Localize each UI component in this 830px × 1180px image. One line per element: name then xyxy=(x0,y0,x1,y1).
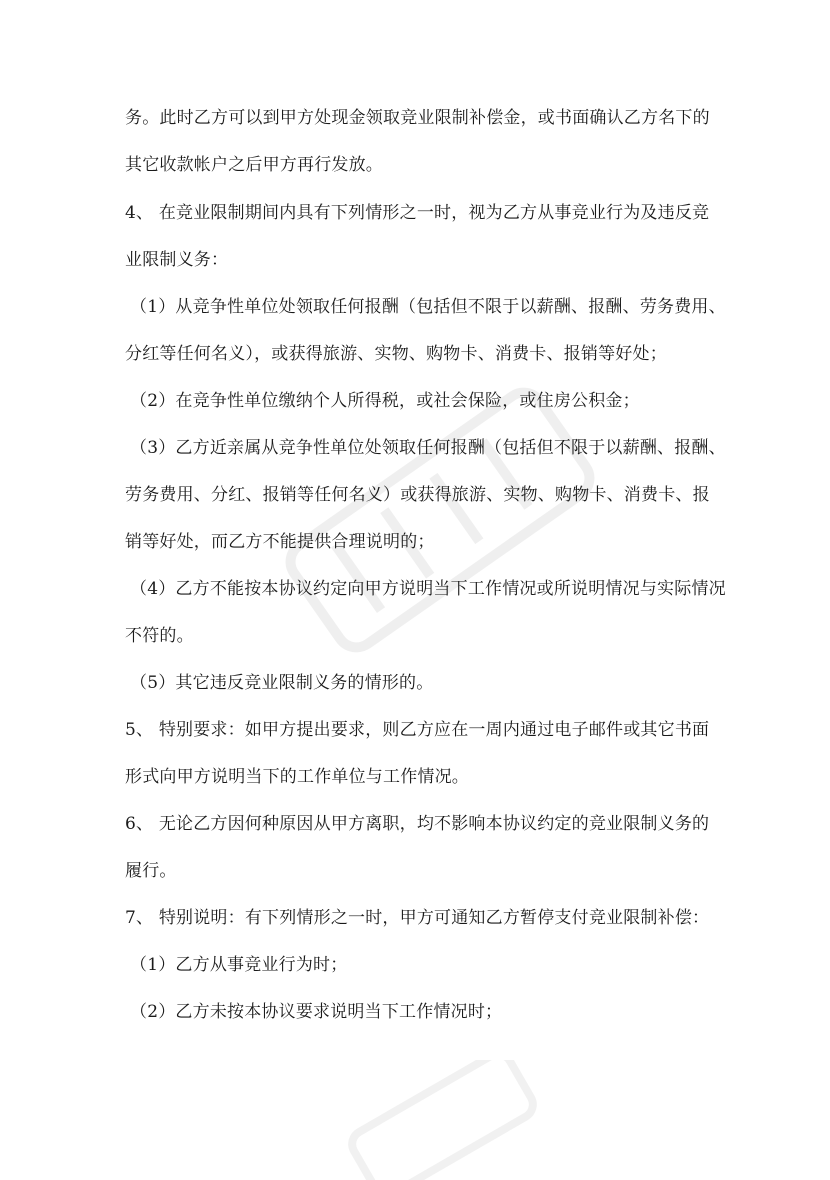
item-1-line-1: （1）从竞争性单位处领取任何报酬（包括但不限于以薪酬、报酬、劳务费用、 xyxy=(130,297,726,317)
clause-5-line-2: 形式向甲方说明当下的工作单位与工作情况。 xyxy=(125,767,469,787)
clause-6-line-2: 履行。 xyxy=(125,861,177,881)
clause-4-line-1: 4、 在竞业限制期间内具有下列情形之一时，视为乙方从事竞业行为及违反竞 xyxy=(125,203,710,223)
item-3-line-1: （3）乙方近亲属从竞争性单位处领取任何报酬（包括但不限于以薪酬、报酬、 xyxy=(130,438,726,458)
clause-7-item-1: （1）乙方从事竞业行为时； xyxy=(130,955,348,975)
watermark-logo xyxy=(250,330,630,710)
item-3-line-3: 销等好处，而乙方不能提供合理说明的； xyxy=(125,532,435,552)
item-3-line-2: 劳务费用、分红、报销等任何名义）或获得旅游、实物、购物卡、消费卡、报 xyxy=(125,485,710,505)
paragraph-line-2: 其它收款帐户之后甲方再行发放。 xyxy=(125,155,383,175)
watermark-logo-bottom xyxy=(330,1060,550,1180)
paragraph-line-1: 务。此时乙方可以到甲方处现金领取竞业限制补偿金，或书面确认乙方名下的 xyxy=(125,108,710,128)
clause-7-line: 7、 特别说明：有下列情形之一时，甲方可通知乙方暂停支付竞业限制补偿： xyxy=(125,908,710,928)
clause-4-line-2: 业限制义务： xyxy=(125,250,229,270)
item-4-line-1: （4）乙方不能按本协议约定向甲方说明当下工作情况或所说明情况与实际情况 xyxy=(130,579,726,599)
clause-7-item-2: （2）乙方未按本协议要求说明当下工作情况时； xyxy=(130,1002,503,1022)
item-2-line: （2）在竞争性单位缴纳个人所得税，或社会保险，或住房公积金； xyxy=(130,391,640,411)
clause-5-line-1: 5、 特别要求：如甲方提出要求，则乙方应在一周内通过电子邮件或其它书面 xyxy=(125,720,710,740)
clause-6-line-1: 6、 无论乙方因何种原因从甲方离职，均不影响本协议约定的竞业限制义务的 xyxy=(125,814,710,834)
item-5-line: （5）其它违反竞业限制义务的情形的。 xyxy=(130,673,434,693)
item-1-line-2: 分红等任何名义），或获得旅游、实物、购物卡、消费卡、报销等好处； xyxy=(125,344,667,364)
item-4-line-2: 不符的。 xyxy=(125,626,194,646)
